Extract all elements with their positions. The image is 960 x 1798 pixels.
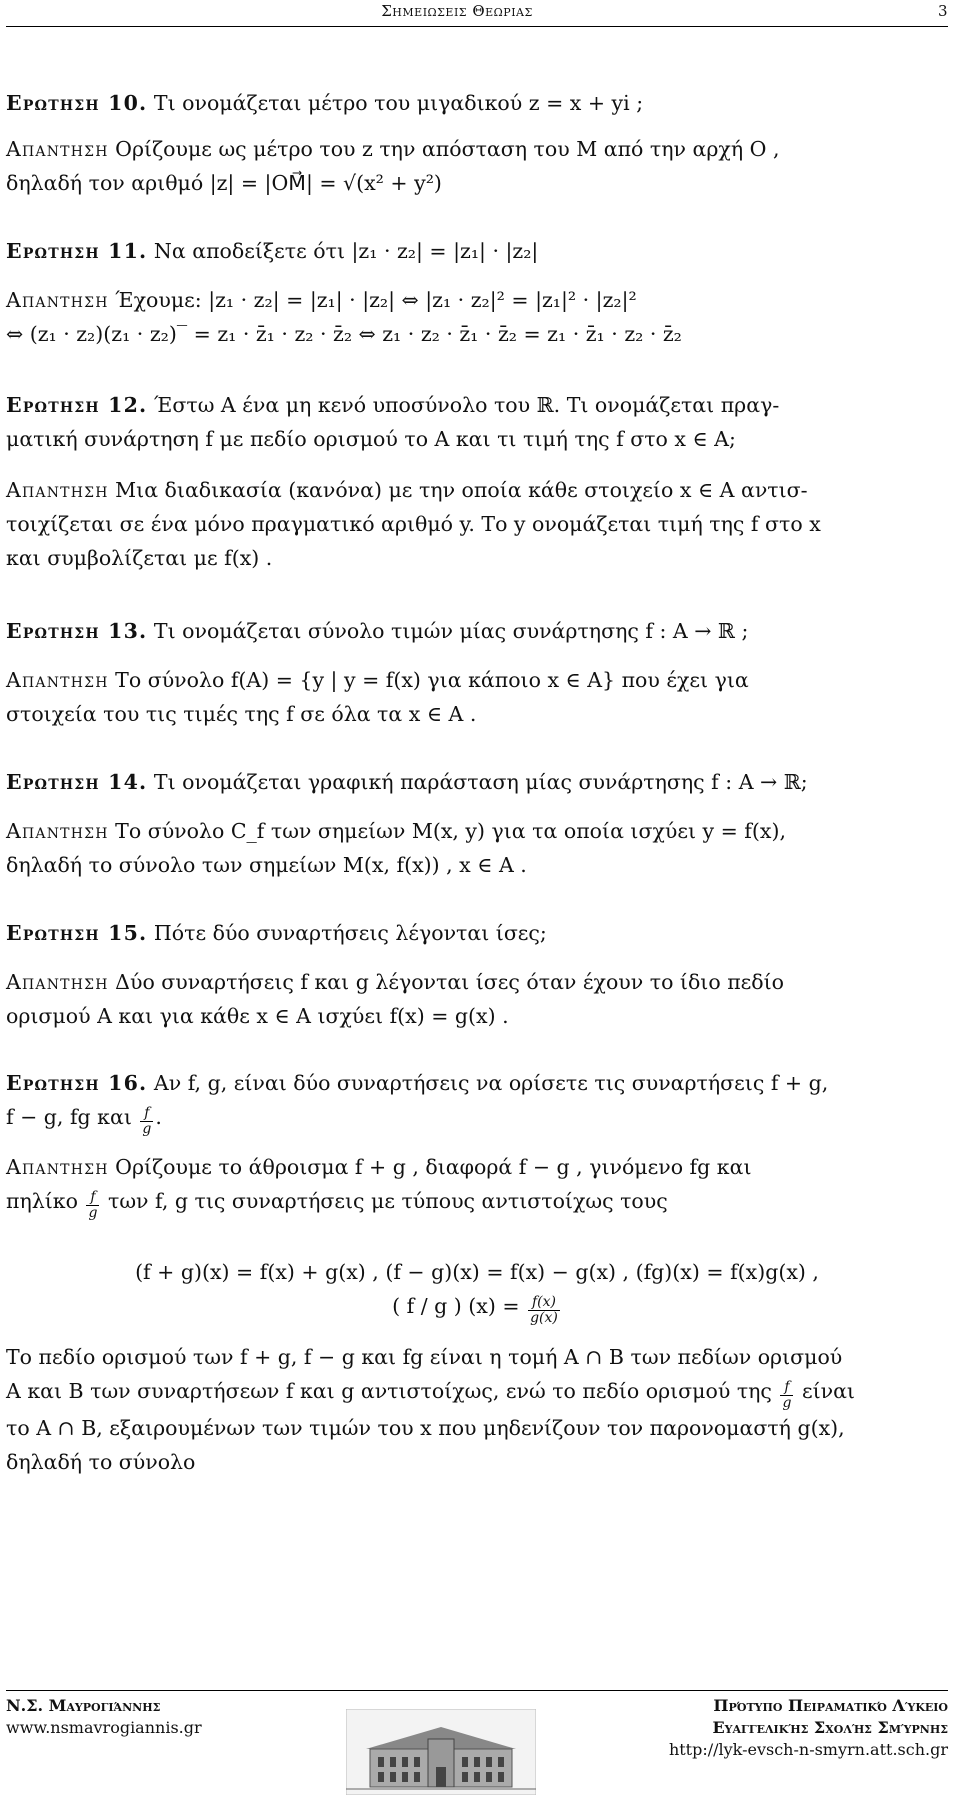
- question-16: [6, 1066, 948, 1137]
- footer-left: [6, 1695, 202, 1739]
- answer-text: τοιχίζεται σε ένα μόνο πραγματικό αριθμό y. Το y ονομάζεται τιμή της f στο x: [6, 512, 821, 536]
- answer-label: Απαντηση: [6, 819, 109, 843]
- fraction-f-over-g: [86, 1190, 99, 1221]
- question-text: Τι ονομάζεται γραφική παράσταση μίας συνάρτησης f : A → ℝ;: [153, 770, 808, 794]
- question-13: [6, 614, 948, 648]
- answer-15: [6, 965, 948, 1033]
- page-footer: [6, 1690, 948, 1798]
- fraction-numerator: f: [86, 1190, 99, 1206]
- fraction-denominator: g(x): [530, 1310, 558, 1326]
- answer-11: [6, 283, 948, 351]
- fraction-numerator: f: [780, 1380, 793, 1396]
- fraction-denominator: g: [782, 1395, 792, 1411]
- question-label: Ερωτηση 12.: [6, 393, 148, 417]
- answer-text: στοιχεία του τις τιμές της f σε όλα τα x ∈ A .: [6, 702, 477, 726]
- question-11: [6, 234, 948, 268]
- school-url: http://lyk-evsch-n-smyrn.att.sch.gr: [668, 1740, 948, 1759]
- fraction-f-over-g: [140, 1106, 153, 1137]
- question-14: [6, 765, 948, 799]
- question-text: Να αποδείξετε ότι |z₁ · z₂| = |z₁| · |z₂|: [153, 239, 539, 263]
- answer-text: Το σύνολο C_f των σημείων M(x, y) για τα οποία ισχύει y = f(x),: [115, 819, 786, 843]
- running-header: [6, 0, 948, 27]
- answer-text: Μια διαδικασία (κανόνα) με την οποία κάθε στοιχείο x ∈ A αντισ-: [115, 478, 808, 502]
- header-title: Σημειωσεισ Θεωριασ: [381, 2, 533, 20]
- answer-10: [6, 132, 948, 200]
- answer-12: [6, 473, 948, 575]
- page-number: 3: [937, 2, 948, 20]
- definition-equations: [6, 1255, 948, 1326]
- school-name: Πρότυπο Πειραματικό Λύκειο: [713, 1696, 948, 1715]
- fraction-numerator: f: [140, 1106, 153, 1122]
- equation-line: ( f / g ) (x) =: [392, 1294, 520, 1318]
- question-text: Έστω A ένα μη κενό υποσύνολο του ℝ. Τι ονομάζεται πραγ-: [153, 393, 780, 417]
- answer-label: Απαντηση: [6, 1155, 109, 1179]
- paragraph-line: το A ∩ B, εξαιρουμένων των τιμών του x που μηδενίζουν τον παρονομαστή g(x),: [6, 1416, 845, 1440]
- answer-text: Δύο συναρτήσεις f και g λέγονται ίσες όταν έχουν το ίδιο πεδίο: [115, 970, 785, 994]
- fraction-f-over-g: [780, 1380, 793, 1411]
- paragraph-line: είναι: [801, 1379, 855, 1403]
- answer-text: των f, g τις συναρτήσεις με τύπους αντιστοίχως τους: [107, 1189, 668, 1213]
- question-15: [6, 916, 948, 950]
- answer-13: [6, 663, 948, 731]
- equation-line: (f + g)(x) = f(x) + g(x) , (f − g)(x) = f(x) − g(x) , (fg)(x) = f(x)g(x) ,: [135, 1260, 819, 1284]
- answer-16: [6, 1150, 948, 1221]
- question-text: ματική συνάρτηση f με πεδίο ορισμού το A και τι τιμή της f στο x ∈ A;: [6, 427, 736, 451]
- answer-14: [6, 814, 948, 882]
- question-label: Ερωτηση 16.: [6, 1071, 148, 1095]
- question-label: Ερωτηση 10.: [6, 91, 148, 115]
- question-text: f − g, fg και: [6, 1105, 132, 1129]
- school-building-logo: [346, 1709, 536, 1795]
- question-label: Ερωτηση 11.: [6, 239, 148, 263]
- fraction-denominator: g: [142, 1121, 152, 1137]
- answer-label: Απαντηση: [6, 970, 109, 994]
- answer-text: δηλαδή τον αριθμό |z| = |OM⃗| = √(x² + y²): [6, 171, 442, 195]
- answer-text: Ορίζουμε το άθροισμα f + g , διαφορά f − g , γινόμενο fg και: [115, 1155, 752, 1179]
- question-text: Τι ονομάζεται σύνολο τιμών μίας συνάρτησης f : A → ℝ ;: [153, 619, 749, 643]
- question-12: [6, 388, 948, 456]
- answer-label: Απαντηση: [6, 668, 109, 692]
- answer-text: ⇔ (z₁ · z₂)(z₁ · z₂)‾ = z₁ · z̄₁ · z₂ · z̄₂ ⇔ z₁ · z₂ · z̄₁ · z̄₂ = z₁ · z̄₁ · z₂ · z̄₂: [6, 322, 682, 346]
- answer-label: Απαντηση: [6, 137, 109, 161]
- author-website: www.nsmavrogiannis.gr: [6, 1718, 202, 1737]
- question-label: Ερωτηση 15.: [6, 921, 148, 945]
- author-name: Ν.Σ. Μαυρογιάννης: [6, 1696, 161, 1715]
- question-text: Αν f, g, είναι δύο συναρτήσεις να ορίσετε τις συναρτήσεις f + g,: [153, 1071, 829, 1095]
- answer-label: Απαντηση: [6, 288, 109, 312]
- answer-text: Έχουμε: |z₁ · z₂| = |z₁| · |z₂| ⇔ |z₁ · z₂|² = |z₁|² · |z₂|²: [115, 288, 637, 312]
- answer-text: και συμβολίζεται με f(x) .: [6, 546, 273, 570]
- answer-label: Απαντηση: [6, 478, 109, 502]
- footer-right: [669, 1695, 948, 1761]
- answer-text: ορισμού A και για κάθε x ∈ A ισχύει f(x) = g(x) .: [6, 1004, 509, 1028]
- question-text: Τι ονομάζεται μέτρο του μιγαδικού z = x + yi ;: [153, 91, 644, 115]
- answer-text: πηλίκο: [6, 1189, 78, 1213]
- question-10: [6, 86, 948, 120]
- question-label: Ερωτηση 13.: [6, 619, 148, 643]
- question-label: Ερωτηση 14.: [6, 770, 148, 794]
- question-text: Πότε δύο συναρτήσεις λέγονται ίσες;: [153, 921, 547, 945]
- fraction-numerator: f(x): [528, 1295, 560, 1311]
- closing-paragraph: [6, 1340, 948, 1479]
- fraction-fx-over-gx: [528, 1295, 560, 1326]
- paragraph-line: A και B των συναρτήσεων f και g αντιστοίχως, ενώ το πεδίο ορισμού της: [6, 1379, 772, 1403]
- answer-text: Ορίζουμε ως μέτρο του z την απόσταση του M από την αρχή O ,: [115, 137, 780, 161]
- school-name: Ευαγγελικής Σχολής Σμύρνης: [712, 1718, 948, 1737]
- answer-text: Το σύνολο f(A) = {y | y = f(x) για κάποιο x ∈ A} που έχει για: [115, 668, 749, 692]
- fraction-denominator: g: [88, 1205, 98, 1221]
- paragraph-line: Το πεδίο ορισμού των f + g, f − g και fg είναι η τομή A ∩ B των πεδίων ορισμού: [6, 1345, 843, 1369]
- paragraph-line: δηλαδή το σύνολο: [6, 1450, 196, 1474]
- answer-text: δηλαδή το σύνολο των σημείων M(x, f(x)) , x ∈ A .: [6, 853, 527, 877]
- question-text: .: [155, 1105, 162, 1129]
